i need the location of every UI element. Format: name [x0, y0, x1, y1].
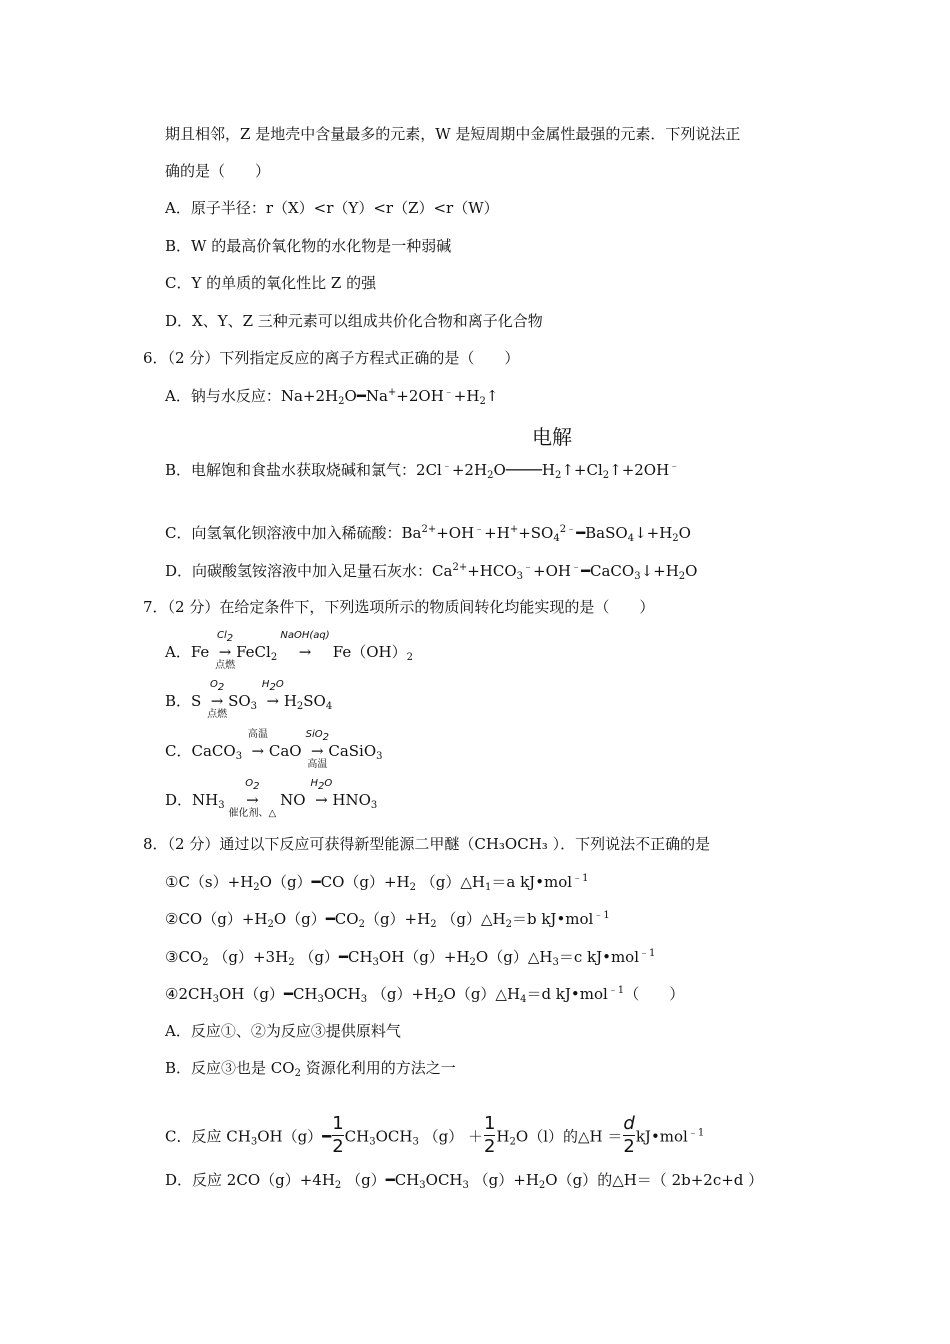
q8-option-d: D．反应 $2CO(g)+4H_2$ $(g)━CH_3OCH_3$ $(g)+H_2O(g)$的△H＝（ 2b+2c+d ） — [165, 1171, 764, 1191]
q6-option-a-equation: $Na+2H_2O━Na^++2OH^﹣+H_2↑$ — [280, 387, 499, 407]
q7-option-c: C．CaCO$_3$ 高温 → CaO SiO$_2$ → 高温 CaSiO$_3$ — [165, 741, 383, 761]
q7-c-cond-high-temp-1: 高温 — [247, 729, 268, 740]
q7-option-b-label: B． — [165, 692, 192, 710]
q5-option-a: A．原子半径：r（X）<r（Y）<r（Z）<r（W） — [165, 199, 499, 217]
q8-option-a: A．反应①、②为反应③提供原料气 — [165, 1022, 401, 1040]
arrow-icon: 高温 → — [247, 741, 269, 761]
arrow-icon: $H_2O$ → — [310, 778, 333, 809]
q8-option-c-prefix: C．反应 — [165, 1127, 227, 1146]
q6-option-b-equation: $2Cl^﹣+2H_2O────H_2↑+Cl_2↑+2OH^﹣$ — [416, 461, 680, 481]
q6-option-b-prefix: B．电解饱和食盐水获取烧碱和氯气： — [165, 461, 417, 479]
fraction-d-half: $\frac{d}{2}$ — [623, 1113, 635, 1157]
arrow-icon: $O_2$ → 催化剂、△ — [229, 790, 275, 810]
q6-option-d-prefix: D．向碳酸氢铵溶液中加入足量石灰水： — [165, 562, 433, 580]
q7-option-d-label: D． — [165, 791, 193, 809]
q8-option-b-prefix: B．反应③也是 — [165, 1059, 271, 1077]
q8-stem: 8．（2 分）通过以下反应可获得新型能源二甲醚（CH₃OCH₃ ）．下列说法不正确的是 — [143, 835, 711, 853]
q7-a-cond-ignite: 点燃 — [215, 660, 236, 671]
q8-reaction-1: $①C(s)+H_2O(g)━CO(g)+H_2$ $(g)\triangle H_1=a$ kJ•mol$^{﹣1}$ — [165, 873, 589, 893]
q8-reaction-2: $②CO(g)+H_2O(g)━CO_2(g)+H_2$ $(g)\triangle H_2=b$ kJ•mol$^{﹣1}$ — [165, 910, 610, 930]
q5-stem-line1: 期且相邻，Z 是地壳中含量最多的元素，W 是短周期中金属性最强的元素．下列说法正 — [165, 125, 741, 143]
q6-option-c — [165, 523, 691, 543]
q7-option-d: D．$NH_3$ $O_2$ → 催化剂、△ NO $H_2O$ → $HNO_3$ — [165, 790, 377, 810]
q7-option-a: A．Fe $Cl_2$ → 点燃 FeCl$_2$ NaOH(aq) → $Fe(OH)_2$ — [165, 642, 413, 662]
q6-stem: 6．（2 分）下列指定反应的离子方程式正确的是（ ） — [143, 349, 520, 367]
q8-option-d-prefix: D．反应 — [165, 1171, 227, 1189]
q8-option-d-suffix: 的△H＝（ 2b+2c+d ） — [597, 1171, 764, 1189]
q6-option-a — [165, 386, 498, 406]
q7-option-c-label: C． — [165, 742, 192, 760]
q6-option-c-prefix: C．向氢氧化钡溶液中加入稀硫酸： — [165, 524, 402, 542]
fraction-half: $\frac{1}{2}$ — [483, 1113, 496, 1157]
arrow-icon: NaOH(aq) → — [280, 630, 330, 661]
q8-option-b: B．反应③也是 $CO_2$ 资源化利用的方法之一 — [165, 1059, 456, 1079]
q6-option-a-prefix: A．钠与水反应： — [165, 387, 281, 405]
q8-answer-blank: （ ） — [624, 985, 685, 1003]
q8-option-c-mid: 的△H ＝ — [563, 1127, 623, 1146]
arrow-icon: SiO$_2$ → 高温 — [306, 741, 328, 761]
fraction-half: $\frac{1}{2}$ — [332, 1113, 344, 1157]
q5-option-b: B．W 的最高价氧化物的水化物是一种弱碱 — [165, 237, 452, 255]
q5-stem-line2: 确的是（ ） — [165, 162, 271, 180]
q8-reaction-3: $③CO_2$ $(g)+3H_2$ $(g)━CH_3OH(g)+H_2O(g)\triangle H_3=c$ kJ•mol$^{﹣1}$ — [165, 948, 656, 968]
q7-d-cond-catalyst: 催化剂、△ — [228, 808, 277, 819]
q7-option-b: B．S $O_2$ → 点燃 $SO_3$ $H_2O$ → $H_2SO_4$ — [165, 691, 332, 711]
q6-option-d-equation: $Ca^{2+}+HCO_3^﹣+OH^﹣━CaCO_3↓+H_2O$ — [432, 562, 698, 582]
q8-option-c: C．反应 $CH_3OH(g)━$ $\frac{1}{2}$ $CH_3OCH_3$ （g） ＋ $\frac{1}{2}$ $H_2O(l)$的△H ＝ $\frac{d}{2}$ kJ•mol$^{﹣1}$ — [165, 1113, 705, 1157]
q7-b-cond-ignite: 点燃 — [207, 709, 228, 720]
q8-option-b-suffix: 资源化利用的方法之一 — [305, 1059, 456, 1077]
q6-option-b — [165, 460, 679, 480]
q6-electrolysis-condition: 电解 — [532, 425, 572, 449]
q7-stem: 7．（2 分）在给定条件下，下列选项所示的物质间转化均能实现的是（ ） — [143, 598, 655, 616]
arrow-icon: $Cl_2$ → 点燃 — [214, 642, 236, 662]
q7-c-cond-high-temp-2: 高温 — [307, 759, 328, 770]
arrow-icon: $O_2$ → 点燃 — [206, 691, 228, 711]
q6-option-d — [165, 561, 697, 581]
q5-option-c: C．Y 的单质的氧化性比 Z 的强 — [165, 274, 377, 292]
q7-option-a-label: A． — [165, 643, 191, 661]
q8-reaction-4: $④2CH_3OH(g)━CH_3OCH_3$ $(g)+H_2O(g)\triangle H_4=d$ kJ•mol$^{﹣1}$（ ） — [165, 985, 685, 1005]
arrow-icon: $H_2O$ → — [261, 679, 284, 710]
q6-option-c-equation: $Ba^{2+}+OH^﹣+H^++SO_4^{2﹣}━BaSO_4↓+H_2O$ — [401, 524, 691, 544]
q5-option-d: D．X、Y、Z 三种元素可以组成共价化合物和离子化合物 — [165, 312, 543, 330]
